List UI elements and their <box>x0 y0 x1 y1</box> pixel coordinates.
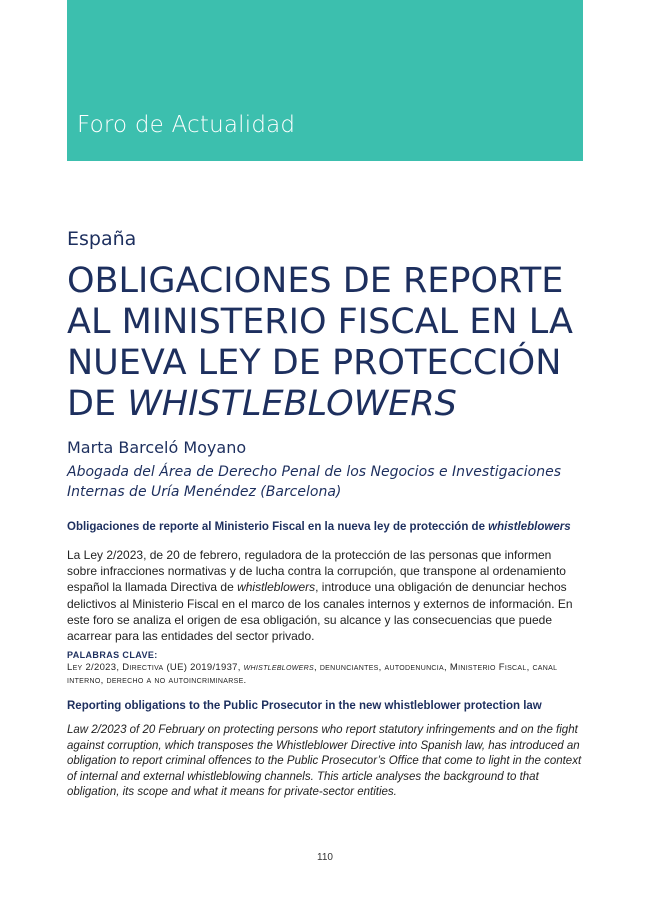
abstract-es-text-part2: , introduce una obligación de denunciar hechos delictivos al Ministerio Fiscal en el marco de los canales internos y externos de información. En este foro se analiza el origen de esa obligación, su alcance y las consecuencias que puede acarrear para las entidades del sector privado. <box>67 580 573 644</box>
abstract-es-text <box>67 547 584 644</box>
keywords-text <box>67 661 584 687</box>
keywords-part2: , denunciantes, autodenuncia, Ministerio Fiscal, canal interno, derecho a no autoincriminarse. <box>67 662 558 686</box>
section-title: Foro de Actualidad <box>77 112 296 138</box>
section-banner <box>67 0 583 161</box>
keywords-italic: whistleblowers <box>243 662 314 673</box>
article-title-main: OBLIGACIONES DE REPORTE AL MINISTERIO FISCAL EN LA NUEVA LEY DE PROTECCIÓN DE <box>67 261 573 424</box>
country-label: España <box>67 228 137 250</box>
abstract-en-heading: Reporting obligations to the Public Prosecutor in the new whistleblower protection law <box>67 700 542 712</box>
author-name: Marta Barceló Moyano <box>67 438 247 457</box>
abstract-es-text-italic: whistleblowers <box>237 580 316 595</box>
page-number: 110 <box>317 852 333 863</box>
keywords-part1: Ley 2/2023, Directiva (UE) 2019/1937, <box>67 662 244 673</box>
author-affiliation: Abogada del Área de Derecho Penal de los Negocios e Investigaciones Internas de Uría Menéndez (Barcelona) <box>67 464 561 500</box>
article-title-italic: WHISTLEBLOWERS <box>127 384 457 424</box>
article-title <box>67 261 587 425</box>
keywords-label: PALABRAS CLAVE: <box>67 650 158 660</box>
abstract-es-heading <box>67 521 587 533</box>
abstract-es-heading-italic: whistleblowers <box>488 521 571 533</box>
abstract-es-text-part1: La Ley 2/2023, de 20 de febrero, reguladora de la protección de las personas que informen sobre infracciones normativas y de lucha contra la corrupción, que transpone al ordenamiento español la llamada Directiva de <box>67 548 566 595</box>
abstract-es-heading-main: Obligaciones de reporte al Ministerio Fiscal en la nueva ley de protección de <box>67 521 489 533</box>
abstract-en-text: Law 2/2023 of 20 February on protecting persons who report statutory infringements and on the fight against corruption, which transposes the Whistleblower Directive into Spanish law, has introduced an obligation to report criminal offences to the Public Prosecutor’s Office that come to light in the context of internal and external whistleblowing channels. This article analyses the background to that obligation, its scope and what it means for private-sector entities. <box>67 724 582 799</box>
